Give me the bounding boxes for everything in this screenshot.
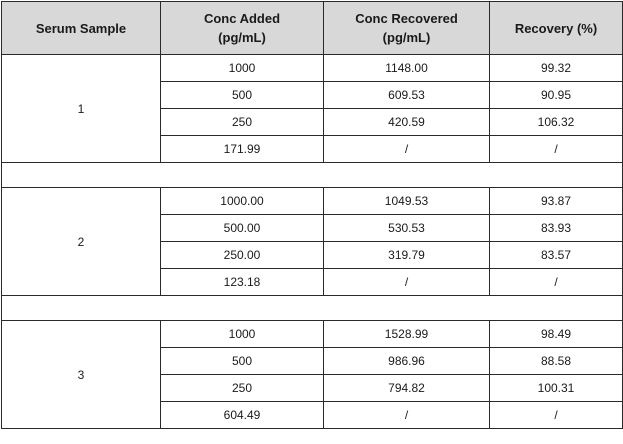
conc-added-cell: 1000.00: [161, 188, 324, 215]
spacer-cell: [2, 163, 623, 188]
sample-cell: 1: [2, 55, 161, 163]
conc-recovered-cell: 1049.53: [324, 188, 490, 215]
recovery-table: [1, 1, 623, 429]
conc-recovered-cell: 986.96: [324, 348, 490, 375]
spacer-row: [2, 163, 623, 188]
header-unit: (pg/mL): [218, 30, 266, 45]
header-conc-recovered: [324, 2, 490, 55]
recovery-cell: 88.58: [490, 348, 623, 375]
sample-cell: 2: [2, 188, 161, 296]
recovery-cell: 83.93: [490, 215, 623, 242]
sample-cell: 3: [2, 321, 161, 429]
conc-added-cell: 1000: [161, 321, 324, 348]
recovery-cell: 100.31: [490, 375, 623, 402]
conc-added-cell: 1000: [161, 55, 324, 82]
table-row: [2, 188, 623, 215]
conc-recovered-cell: /: [324, 136, 490, 163]
recovery-cell: 83.57: [490, 242, 623, 269]
conc-recovered-cell: /: [324, 269, 490, 296]
recovery-cell: /: [490, 269, 623, 296]
header-label: Conc Recovered: [355, 11, 458, 26]
header-label: Recovery (%): [514, 20, 598, 36]
conc-added-cell: 500: [161, 82, 324, 109]
conc-added-cell: 250: [161, 109, 324, 136]
recovery-cell: 99.32: [490, 55, 623, 82]
recovery-cell: 93.87: [490, 188, 623, 215]
header-unit: (pg/mL): [382, 30, 431, 45]
conc-added-cell: 500: [161, 348, 324, 375]
conc-added-cell: 123.18: [161, 269, 324, 296]
conc-recovered-cell: 1148.00: [324, 55, 490, 82]
spacer-row: [2, 296, 623, 321]
recovery-cell: 98.49: [490, 321, 623, 348]
table-row: [2, 321, 623, 348]
recovery-cell: 90.95: [490, 82, 623, 109]
conc-added-cell: 171.99: [161, 136, 324, 163]
conc-recovered-cell: /: [324, 402, 490, 429]
header-row: [2, 2, 623, 55]
conc-recovered-cell: 530.53: [324, 215, 490, 242]
header-recovery: [490, 2, 623, 55]
header-serum-sample: [2, 2, 161, 55]
conc-added-cell: 250.00: [161, 242, 324, 269]
spacer-cell: [2, 296, 623, 321]
header-label: Conc Added: [203, 11, 281, 26]
conc-added-cell: 250: [161, 375, 324, 402]
conc-recovered-cell: 319.79: [324, 242, 490, 269]
conc-added-cell: 500.00: [161, 215, 324, 242]
header-conc-added: [161, 2, 324, 55]
recovery-cell: /: [490, 402, 623, 429]
header-label: Serum Sample: [35, 20, 127, 36]
conc-added-cell: 604.49: [161, 402, 324, 429]
recovery-cell: /: [490, 136, 623, 163]
table-row: [2, 55, 623, 82]
conc-recovered-cell: 1528.99: [324, 321, 490, 348]
recovery-cell: 106.32: [490, 109, 623, 136]
conc-recovered-cell: 609.53: [324, 82, 490, 109]
conc-recovered-cell: 420.59: [324, 109, 490, 136]
conc-recovered-cell: 794.82: [324, 375, 490, 402]
